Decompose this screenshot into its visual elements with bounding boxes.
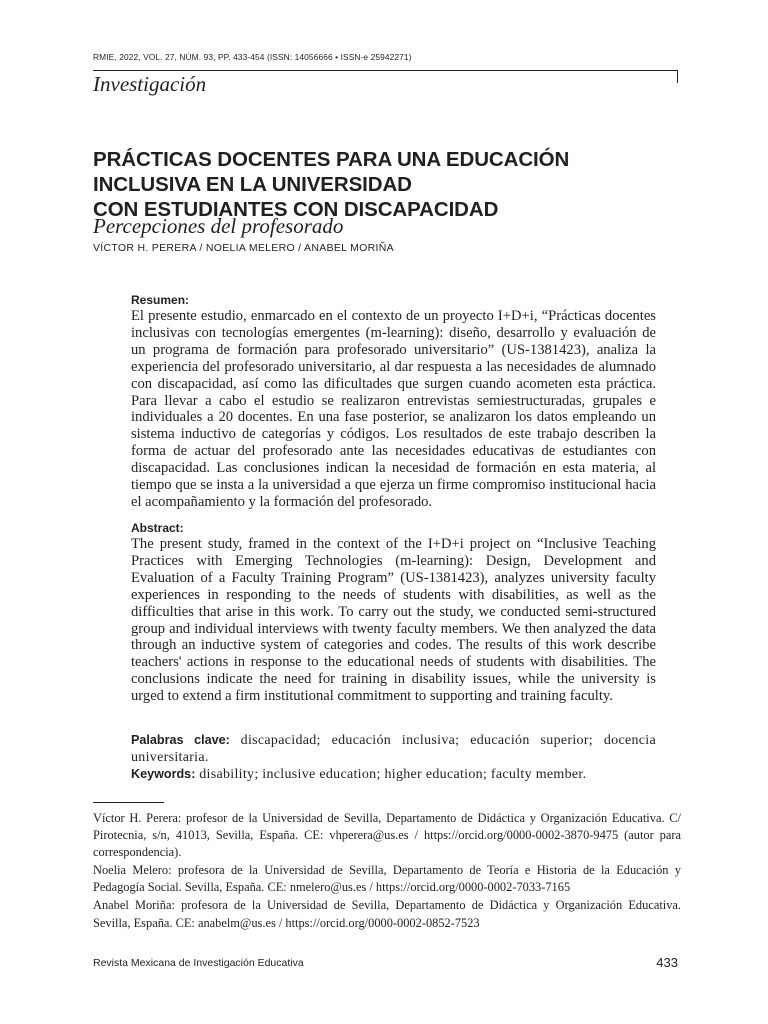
keywords-en-label: Keywords: [131, 767, 196, 781]
section-label: Investigación [93, 72, 207, 96]
footnote-melero: Noelia Melero: profesora de la Universidad de Sevilla, Departamento de Teoría e Historia de la Educación y Pedagogía Social. Sevilla, España. CE: nmelero@us.es / https://orcid.org/0000-0002-7033-7165 [93, 863, 681, 895]
keywords-es-text: discapacidad; educación inclusiva; educación superior; docencia universitaria. [131, 733, 656, 765]
header-rule-tick [677, 70, 678, 83]
abstract-body: The present study, framed in the context of the I+D+i project on “Inclusive Teaching Practices with Emerging Technologies (m-learning): Design, Development and Evaluation of a Faculty Training Program” (US-1381423), analyzes university faculty experiences in responding to the needs of students with disabilities, as well as the difficulties that arise in this work. To carry out the study, we conducted semi-structured group and individual interviews with twenty faculty members. We then analyzed the data through an inductive system of categories and codes. The results of this work describe teachers' actions in response to the educational needs of students with disabilities. The conclusions indicate the need for training in disability issues, while the university is urged to extend a firm institutional commitment to supporting and training faculty. [131, 536, 656, 705]
running-head: RMIE, 2022, VOL. 27, NÚM. 93, PP. 433-454 (ISSN: 14056666 • ISSN-e 25942271) [93, 52, 412, 62]
header-rule [93, 70, 678, 71]
page-number: 433 [656, 955, 678, 970]
title-line-1: PRÁCTICAS DOCENTES PARA UNA EDUCACIÓN [93, 148, 570, 171]
authors: VÍCTOR H. PERERA / NOELIA MELERO / ANABEL MORIÑA [93, 242, 394, 254]
footnote-perera: Víctor H. Perera: profesor de la Universidad de Sevilla, Departamento de Didáctica y Organización Educativa. C/ Pirotecnia, s/n, 41013, Sevilla, España. CE: vhperera@us.es / https://orcid.org/0000-0002-3870-9475 (autor para correspondencia). [93, 811, 681, 860]
keywords-section [131, 732, 656, 784]
resumen-section [131, 292, 656, 511]
author-footnotes [93, 810, 681, 932]
article-title [93, 147, 693, 222]
keywords-es-label: Palabras clave: [131, 733, 230, 747]
keywords-en-text: disability; inclusive education; higher education; faculty member. [199, 767, 587, 782]
keywords-en [131, 766, 656, 784]
abstract-section [131, 520, 656, 705]
resumen-body: El presente estudio, enmarcado en el contexto de un proyecto I+D+i, “Prácticas docentes inclusivas con tecnologías emergentes (m-learning): diseño, desarrollo y evaluación de un programa de formación para profesorado universitario” (US-1381423), analiza la experiencia del profesorado universitario, al dar respuesta a las necesidades de alumnado con discapacidad, así como las dificultades que surgen cuando acometen esta práctica. Para llevar a cabo el estudio se realizaron entrevistas semiestructuradas, grupales e individuales a 20 docentes. En una fase posterior, se analizaron los datos empleando un sistema inductivo de categorías y códigos. Los resultados de este trabajo describen la forma de actuar del profesorado ante las necesidades educativas de estudiantes con discapacidad. Las conclusiones indican la necesidad de formación en esta materia, al tiempo que se insta a la universidad a que ejerza un firme compromiso institucional hacia el acompañamiento y la formación del profesorado. [131, 308, 656, 510]
keywords-es [131, 732, 656, 766]
footer-journal-name: Revista Mexicana de Investigación Educativa [93, 957, 304, 969]
footnote-morina: Anabel Moriña: profesora de la Universidad de Sevilla, Departamento de Didáctica y Organización Educativa. Sevilla, España. CE: anabelm@us.es / https://orcid.org/0000-0002-0852-7523 [93, 898, 681, 930]
resumen-heading: Resumen: [131, 293, 190, 307]
title-line-2: INCLUSIVA EN LA UNIVERSIDAD [93, 173, 412, 196]
title-line-3: CON ESTUDIANTES CON DISCAPACIDAD [93, 198, 499, 221]
abstract-heading: Abstract: [131, 521, 184, 535]
article-subtitle: Percepciones del profesorado [93, 214, 344, 238]
footnote-rule [93, 802, 164, 803]
